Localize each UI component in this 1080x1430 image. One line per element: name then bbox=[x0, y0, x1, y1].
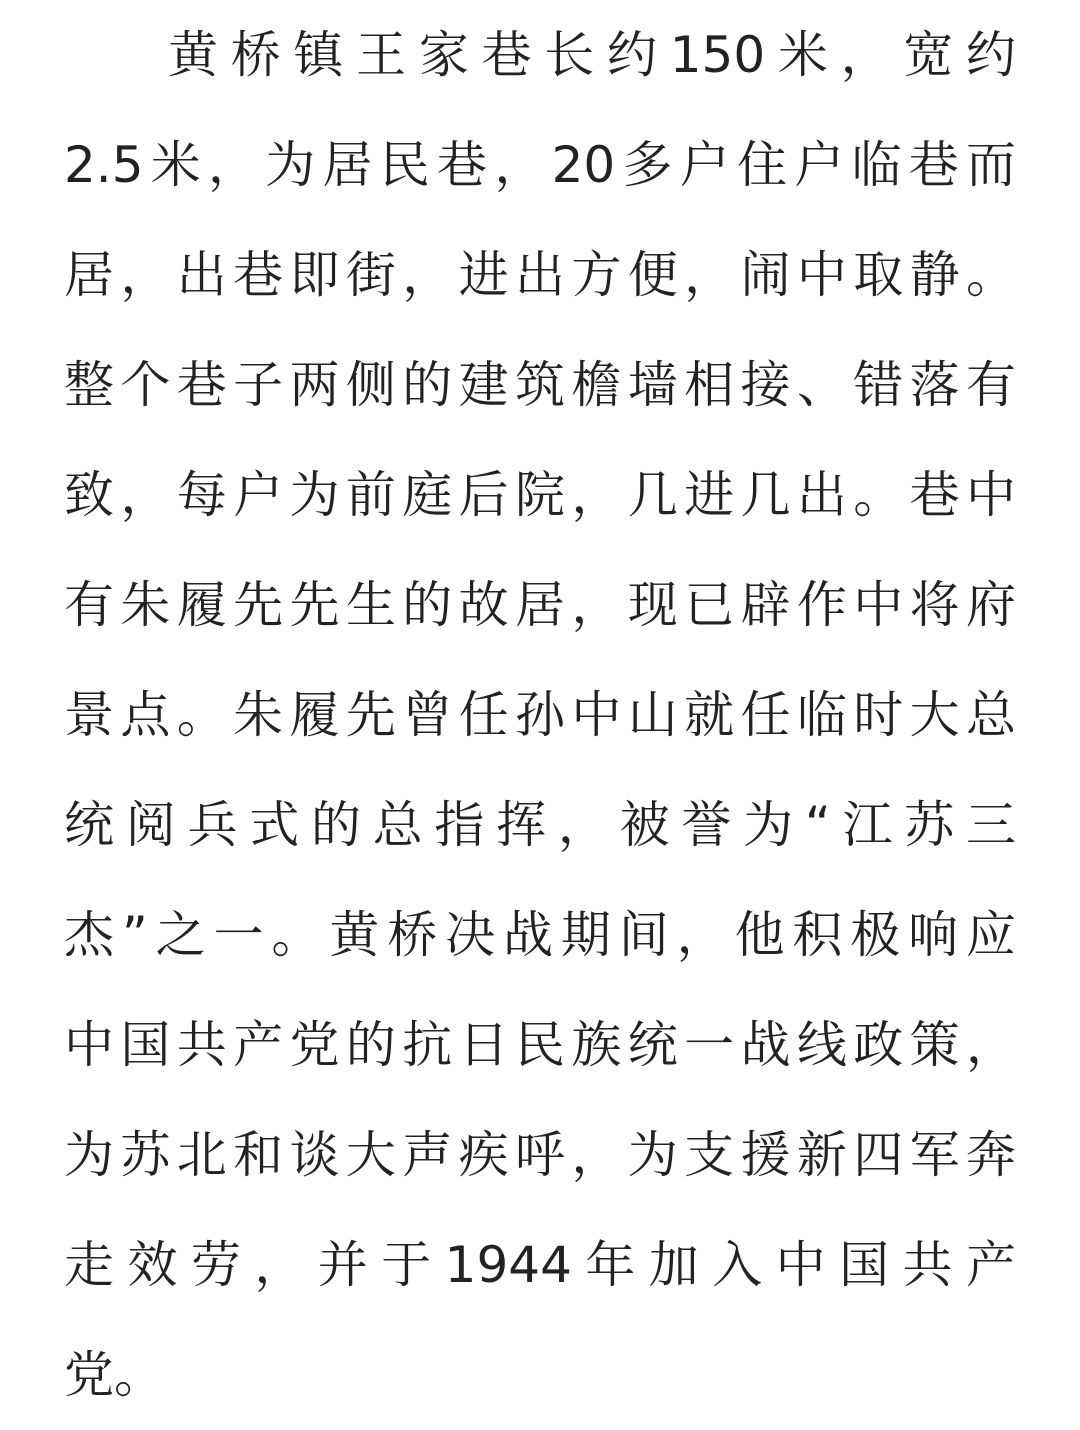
paragraph-line: 黄桥镇王家巷长约150米，宽约 bbox=[168, 26, 1016, 84]
paragraph-line: 中国共产党的抗日民族统一战线政策， bbox=[64, 1016, 1016, 1074]
paragraph-line: 2.5米，为居民巷，20多户住户临巷而 bbox=[64, 136, 1016, 194]
paragraph-line: 景点。朱履先曾任孙中山就任临时大总 bbox=[64, 686, 1016, 744]
paragraph-line: 走效劳，并于1944年加入中国共产 bbox=[64, 1236, 1016, 1294]
paragraph-line: 居，出巷即街，进出方便，闹中取静。 bbox=[64, 246, 1016, 304]
paragraph-line: 为苏北和谈大声疾呼，为支援新四军奔 bbox=[64, 1126, 1016, 1184]
paragraph-line: 致，每户为前庭后院，几进几出。巷中 bbox=[64, 466, 1016, 524]
paragraph-line: 整个巷子两侧的建筑檐墙相接、错落有 bbox=[64, 356, 1016, 414]
paragraph-line: 统阅兵式的总指挥，被誉为“江苏三 bbox=[64, 796, 1016, 854]
paragraph-line: 有朱履先先生的故居，现已辟作中将府 bbox=[64, 576, 1016, 634]
paragraph-line: 杰”之一。黄桥决战期间，他积极响应 bbox=[64, 906, 1016, 964]
article-paragraph bbox=[64, 0, 1016, 1430]
paragraph-line: 党。 bbox=[64, 1346, 164, 1404]
